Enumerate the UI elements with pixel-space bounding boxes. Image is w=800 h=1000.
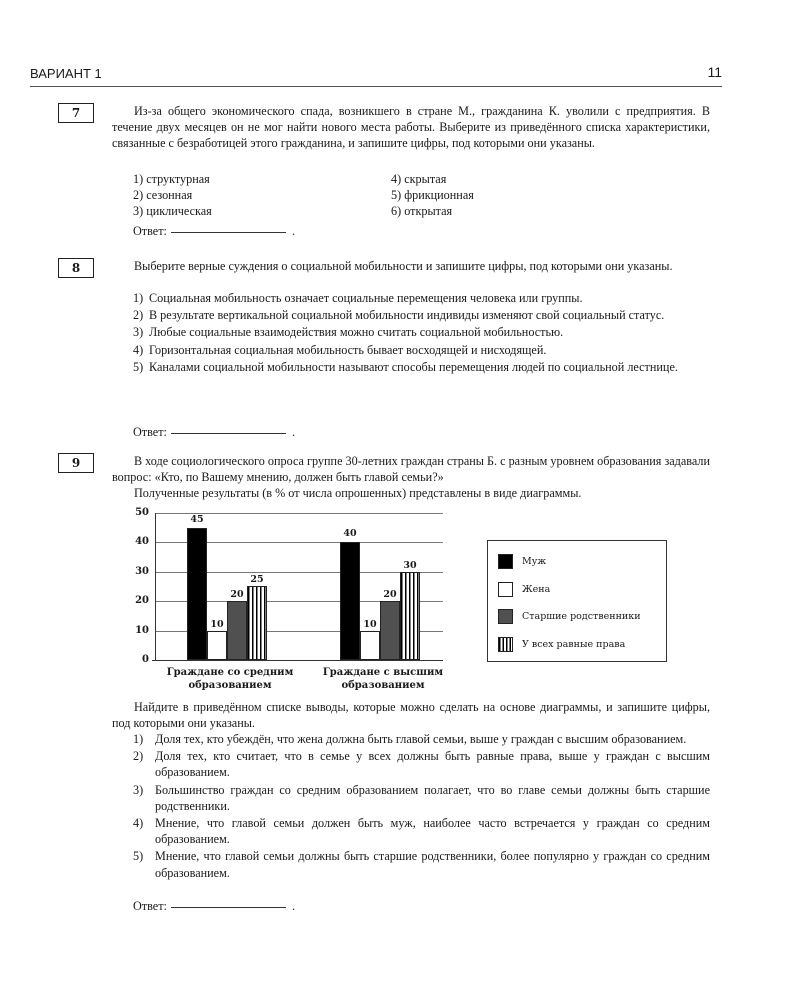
legend-label: Жена (522, 583, 551, 595)
option-number: 4) (133, 816, 144, 831)
task-7-option-5 (391, 187, 474, 203)
task-8-text (112, 258, 710, 274)
legend-swatch-striped (498, 637, 513, 652)
task-8-statement: Выберите верные суждения о социальной мобильности и запишите цифры, под которыми они указаны. (134, 259, 673, 273)
legend-swatch-gray (498, 609, 513, 624)
option-number: 6) (391, 204, 402, 218)
option-text: Каналами социальной мобильности называют способы перемещения людей по социальной лестнице. (149, 359, 678, 374)
task-9-option-1 (133, 731, 710, 747)
value-label: 45 (190, 514, 204, 525)
task-7-statement: Из-за общего экономического спада, возникшего в стране М., гражданина К. уволили с предприятия. В течение двух месяцев он не мог найти нового места работы. Выберите из приведённого списка характеристики, связанные с безработицей этого гражданина, и запишите цифры, под которыми они указаны. (112, 104, 710, 151)
task-7-option-6 (391, 203, 452, 219)
task-7-answer: Ответ: . (133, 224, 295, 238)
chart-legend (487, 540, 667, 662)
option-number: 1) (133, 172, 144, 186)
value-label: 25 (250, 574, 264, 585)
value-label: 40 (343, 528, 357, 539)
legend-label: Старшие родственники (522, 610, 641, 622)
task-7-option-2 (133, 187, 192, 203)
task-9-option-3 (133, 782, 710, 814)
task-8-option-1 (133, 290, 710, 306)
x-axis (152, 660, 443, 661)
option-number: 5) (391, 188, 402, 202)
option-text: Мнение, что главой семьи должны быть старшие родственники, более популярно у граждан со средним образованием. (155, 849, 710, 880)
option-text: Горизонтальная социальная мобильность бывает восходящей и нисходящей. (149, 342, 547, 357)
answer-label: Ответ: (133, 899, 167, 913)
legend-item-elders (498, 608, 641, 624)
option-number: 2) (133, 749, 144, 764)
category-label-higher (318, 666, 448, 692)
option-text: сезонная (146, 188, 193, 202)
task-7-text (112, 103, 710, 152)
task-number-7: 7 (58, 103, 94, 123)
task-8-option-5 (133, 359, 710, 375)
task-9-statement: В ходе социологического опроса группе 30-летних граждан страны Б. с разным уровнем образования задавали вопрос: «Кто, по Вашему мнению, должен быть главой семьи?» (112, 454, 710, 485)
value-label: 10 (363, 619, 377, 630)
option-number: 5) (133, 359, 144, 374)
bar-secondary-equal (247, 586, 267, 660)
task-9-option-2 (133, 748, 710, 780)
bar-higher-wife (360, 631, 380, 660)
legend-label: У всех равные права (522, 638, 626, 650)
option-number: 5) (133, 849, 144, 864)
legend-item-equal (498, 636, 625, 652)
option-number: 1) (133, 291, 144, 305)
category-label-secondary (165, 666, 295, 692)
option-text: скрытая (404, 172, 447, 186)
category-line: Граждане со средним (166, 667, 294, 678)
y-tick-20: 20 (135, 595, 149, 606)
category-line: Граждане с высшим (322, 667, 444, 678)
option-number: 2) (133, 308, 144, 323)
task-7-option-4 (391, 171, 446, 187)
category-line: образованием (188, 680, 272, 691)
legend-item-husband (498, 553, 546, 569)
option-number: 4) (133, 342, 144, 357)
option-number: 1) (133, 732, 144, 746)
option-number: 3) (133, 325, 144, 340)
option-text: Мнение, что главой семьи должен быть муж, наиболее часто встречается у граждан со средним образованием. (155, 816, 710, 847)
task-9-options (133, 731, 710, 882)
option-text: Социальная мобильность означает социальные перемещения человека или группы. (149, 291, 583, 305)
task-9-answer-field[interactable] (171, 907, 286, 908)
option-number: 2) (133, 188, 144, 202)
option-number: 4) (391, 172, 402, 186)
y-axis (155, 513, 156, 660)
value-label: 20 (230, 589, 244, 600)
bar-secondary-elders (227, 601, 247, 660)
value-label: 10 (210, 619, 224, 630)
task-7-option-1 (133, 171, 210, 187)
bar-higher-equal (400, 572, 420, 660)
task-number-9: 9 (58, 453, 94, 473)
bar-higher-husband (340, 542, 360, 660)
y-tick-40: 40 (135, 536, 149, 547)
bar-secondary-wife (207, 631, 227, 660)
option-text: Доля тех, кто считает, что в семье у всех должны быть равные права, выше у граждан с высшим образованием. (155, 749, 710, 780)
option-number: 3) (133, 782, 144, 797)
bar-secondary-husband (187, 528, 207, 660)
task-7-option-3 (133, 203, 212, 219)
option-text: Доля тех, кто убеждён, что жена должна быть главой семьи, выше у граждан с высшим образованием. (155, 732, 687, 746)
task-7-answer-field[interactable] (171, 232, 286, 233)
value-label: 20 (383, 589, 397, 600)
page-header (30, 64, 722, 87)
value-label: 30 (403, 560, 417, 571)
category-line: образованием (341, 680, 425, 691)
option-text: В результате вертикальной социальной мобильности индивиды изменяют свой социальный статус. (149, 308, 665, 323)
page-number: 11 (707, 64, 722, 80)
y-tick-30: 30 (135, 566, 149, 577)
task-8-answer-field[interactable] (171, 433, 286, 434)
option-text: Любые социальные взаимодействия можно считать социальной мобильностью. (149, 325, 564, 340)
answer-label: Ответ: (133, 224, 167, 238)
task-8-options (133, 290, 710, 376)
legend-swatch-black (498, 554, 513, 569)
y-tick-10: 10 (135, 625, 149, 636)
option-text: фрикционная (404, 188, 474, 202)
option-number: 3) (133, 204, 144, 218)
legend-swatch-white (498, 582, 513, 597)
task-number-8: 8 (58, 258, 94, 278)
task-8-option-2 (133, 307, 710, 323)
task-8-option-4 (133, 342, 710, 358)
y-tick-0: 0 (142, 654, 149, 665)
task-9-statement-2: Полученные результаты (в % от числа опрошенных) представлены в виде диаграммы. (134, 486, 582, 501)
task-9-option-5 (133, 848, 710, 880)
task-9-prompt (112, 699, 710, 731)
option-text: Большинство граждан со средним образованием полагает, что во главе семьи должны быть старшие родственники. (155, 782, 710, 813)
task-9-text (112, 453, 710, 502)
legend-label: Муж (522, 555, 547, 567)
legend-item-wife (498, 581, 550, 597)
answer-label: Ответ: (133, 425, 167, 439)
bar-higher-elders (380, 601, 400, 660)
bar-chart (125, 505, 455, 700)
task-8-answer: Ответ: . (133, 425, 295, 439)
task-9-prompt-text: Найдите в приведённом списке выводы, которые можно сделать на основе диаграммы, и запишите цифры, под которыми они указаны. (112, 700, 710, 731)
task-9-option-4 (133, 815, 710, 847)
option-text: открытая (404, 204, 453, 218)
task-8-option-3 (133, 324, 710, 340)
option-text: циклическая (146, 204, 212, 218)
variant-label: ВАРИАНТ 1 (30, 66, 102, 81)
task-9-answer: Ответ: . (133, 899, 295, 913)
option-text: структурная (146, 172, 210, 186)
y-tick-50: 50 (135, 507, 149, 518)
